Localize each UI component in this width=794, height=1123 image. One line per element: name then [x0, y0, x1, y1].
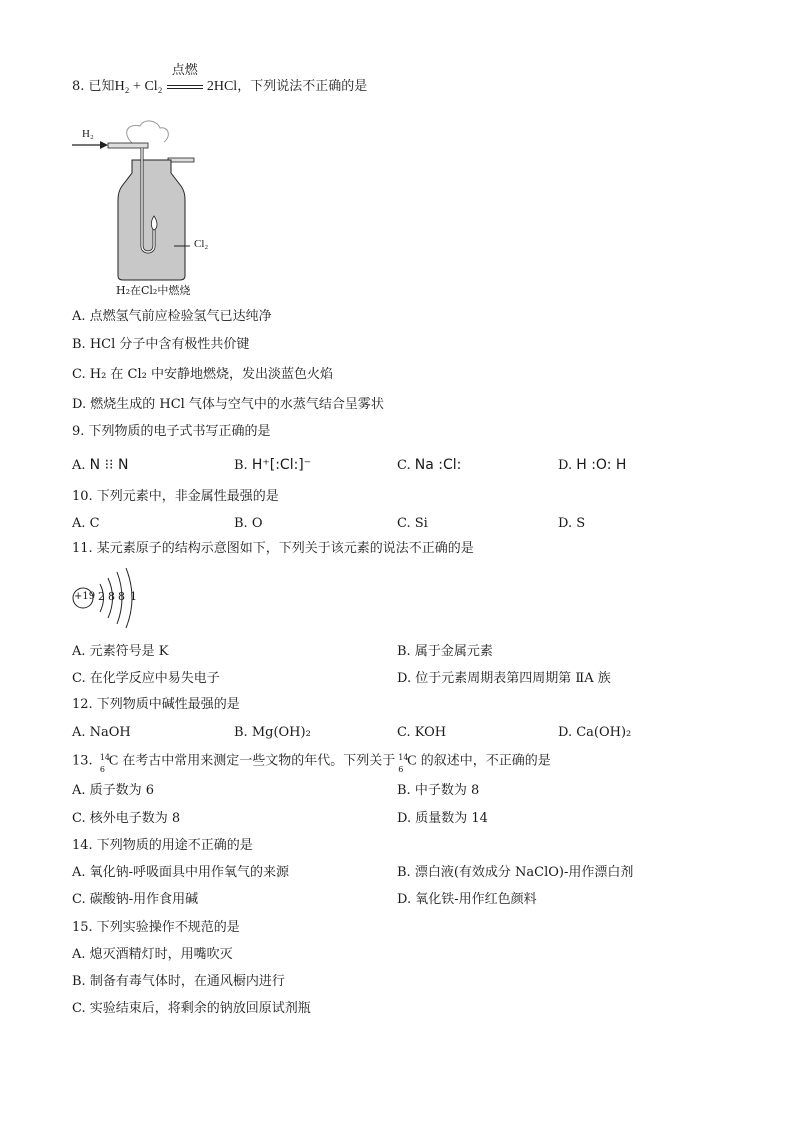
gas-tube-horizontal: [108, 143, 148, 148]
nuclide-c14: [97, 752, 110, 774]
q11-option-d: D. 位于元素周期表第四周期第 ⅡA 族: [397, 671, 611, 686]
q15-option-c: C. 实验结束后，将剩余的钠放回原试剂瓶: [72, 1001, 311, 1016]
cl2-label: Cl₂: [194, 238, 209, 250]
q13-stem-mid: 在考古中常用来测定一些文物的年代。下列关于: [118, 753, 396, 769]
figure-caption: H₂在Cl₂中燃烧: [116, 284, 191, 297]
q12-option-d: D. Ca(OH)₂: [558, 725, 632, 740]
glass-plate: [168, 158, 194, 162]
q10-option-c: C. Si: [397, 516, 428, 531]
q13-stem: [72, 752, 551, 774]
q8-stem-prefix: 已知: [88, 79, 115, 94]
q8-stem: [72, 63, 368, 96]
q9-option-d: [558, 456, 626, 475]
q13-option-b: B. 中子数为 8: [397, 783, 480, 798]
q9-option-d-formula: H :O: H: [576, 457, 627, 473]
h2-label: H₂: [82, 128, 94, 140]
q15-option-a: A. 熄灭酒精灯时，用嘴吹灭: [72, 947, 233, 962]
q8-option-d: D. 燃烧生成的 HCl 气体与空气中的水蒸气结合呈雾状: [72, 397, 384, 412]
q9-option-d-label: D.: [558, 458, 573, 473]
nuclide-c14-second: [395, 752, 409, 774]
smoke-icon: [127, 121, 169, 143]
gas-bottle: [118, 160, 185, 280]
flask-diagram: [72, 118, 232, 303]
q9-option-a-formula: N ⁝⁝ N: [89, 457, 129, 473]
q12-option-a: A. NaOH: [72, 725, 131, 740]
shell-3-electrons: 8: [118, 590, 125, 603]
q11-option-b: B. 属于金属元素: [397, 644, 493, 659]
atomic-number-2: 6: [398, 765, 404, 774]
q8-option-a: A. 点燃氢气前应检验氢气已达纯净: [72, 309, 272, 324]
q12-stem: 12. 下列物质中碱性最强的是: [72, 697, 240, 712]
q11-stem: 11. 某元素原子的结构示意图如下，下列关于该元素的说法不正确的是: [72, 541, 474, 556]
q14-option-b: B. 漂白液(有效成分 NaClO)-用作漂白剂: [397, 865, 634, 880]
q14-option-d: D. 氧化铁-用作红色颜料: [397, 892, 537, 907]
q9-option-b: [234, 456, 311, 475]
atomic-number: 6: [99, 765, 105, 774]
q11-option-c: C. 在化学反应中易失电子: [72, 671, 220, 686]
shell-4-electrons: 1: [130, 590, 137, 603]
q8-equation-right: 2HCl: [206, 79, 238, 94]
q9-option-a: [72, 456, 128, 475]
q8-option-c: C. H₂ 在 Cl₂ 中安静地燃烧，发出淡蓝色火焰: [72, 367, 334, 382]
q8-option-b: B. HCl 分子中含有极性共价键: [72, 337, 250, 352]
q8-figure: [72, 118, 232, 303]
q8-condition: 点燃: [171, 63, 198, 78]
q9-stem: 9. 下列物质的电子式书写正确的是: [72, 424, 271, 439]
q8-number: 8.: [72, 79, 89, 94]
q13-number: 13.: [72, 753, 97, 769]
shell-1-electrons: 2: [98, 590, 105, 603]
q9-option-a-label: A.: [72, 458, 86, 473]
q13-option-c: C. 核外电子数为 8: [72, 811, 181, 826]
q10-option-a: A. C: [72, 516, 100, 531]
q9-option-b-formula: H⁺[:Cl:]⁻: [251, 457, 312, 473]
q8-stem-suffix: ，下列说法不正确的是: [237, 79, 368, 94]
q13-stem-end: 的叙述中，不正确的是: [416, 753, 551, 769]
q8-equation-left: H₂ + Cl₂: [114, 79, 163, 94]
q14-stem: 14. 下列物质的用途不正确的是: [72, 838, 253, 853]
q14-option-c: C. 碳酸钠-用作食用碱: [72, 892, 199, 907]
q9-option-b-label: B.: [234, 458, 248, 473]
q11-option-a: A. 元素符号是 K: [72, 644, 169, 659]
q10-option-b: B. O: [234, 516, 263, 531]
q9-option-c-label: C.: [397, 458, 411, 473]
q13-option-a: A. 质子数为 6: [72, 783, 155, 798]
shell-2-electrons: 8: [108, 590, 115, 603]
q12-option-b: B. Mg(OH)₂: [234, 725, 311, 740]
q9-option-c-formula: Na :Cl:: [414, 457, 462, 473]
q15-stem: 15. 下列实验操作不规范的是: [72, 920, 240, 935]
mass-number-2: 14: [398, 753, 409, 762]
element-symbol: C: [108, 753, 119, 769]
q14-option-a: A. 氧化钠-呼吸面具中用作氧气的来源: [72, 865, 290, 880]
q9-option-c: [397, 456, 461, 475]
q13-option-d: D. 质量数为 14: [397, 811, 488, 826]
arrow-head-icon: [100, 141, 108, 149]
q10-option-d: D. S: [558, 516, 586, 531]
q10-stem: 10. 下列元素中，非金属性最强的是: [72, 489, 279, 504]
q15-option-b: B. 制备有毒气体时，在通风橱内进行: [72, 974, 285, 989]
atom-structure-diagram: [70, 566, 150, 630]
q8-reaction-arrow: [167, 63, 203, 96]
element-symbol-2: C: [407, 753, 417, 769]
nucleus-charge: +19: [74, 591, 96, 602]
mass-number: 14: [99, 753, 110, 762]
q12-option-c: C. KOH: [397, 725, 447, 740]
